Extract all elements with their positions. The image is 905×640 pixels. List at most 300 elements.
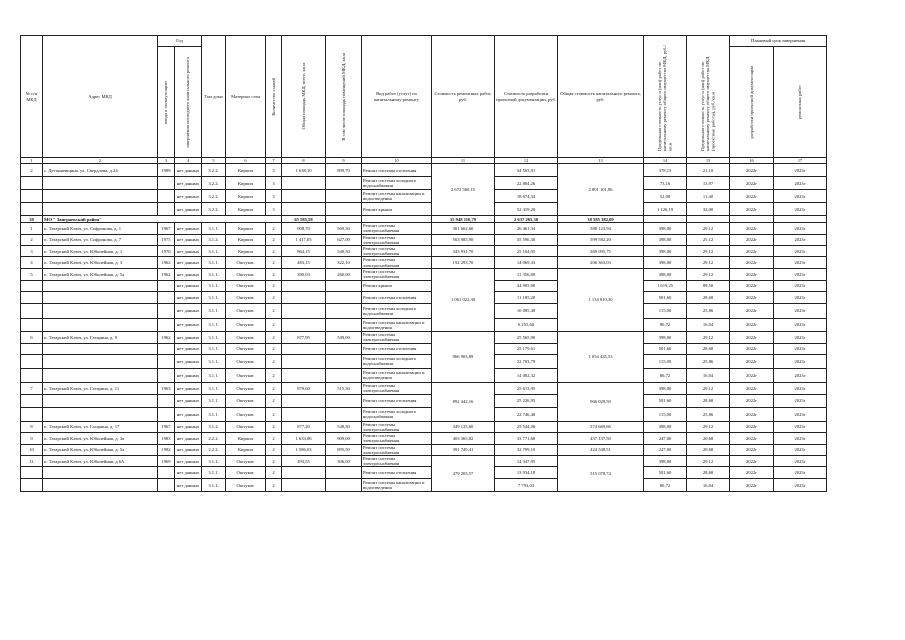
row-limit2: 16,04 <box>687 479 730 492</box>
row-total-area: 879,60 <box>282 382 326 394</box>
row-year-commission <box>158 203 175 216</box>
row-total-area <box>282 190 326 203</box>
row-repair-cost: 391 749,41 <box>432 444 495 455</box>
row-design-cost: 25 179,61 <box>495 343 558 354</box>
row-plan-works: 2023г <box>774 433 827 444</box>
colnum: 15 <box>687 158 730 164</box>
row-plan-works: 2023г <box>774 444 827 455</box>
colnum: 14 <box>644 158 687 164</box>
row-living-area <box>326 318 362 331</box>
row-repair-cost-merged: 2 672 560,15 <box>432 164 495 216</box>
row-plan-design: 2022г <box>730 177 774 190</box>
row-plan-works: 2023г <box>774 203 827 216</box>
row-limit1: 398,00 <box>644 268 687 280</box>
row-year-commission <box>158 479 175 492</box>
row-house-type: 3.1.1. <box>202 318 226 331</box>
row-repair-cost: 563 985,90 <box>432 234 495 245</box>
row-living-area: 306,00 <box>326 456 362 467</box>
table-row <box>21 368 827 382</box>
table-row <box>21 382 827 394</box>
row-work-type: Ремонт системы электроснабжения <box>362 268 432 280</box>
row-plan-works: 2023г <box>774 368 827 382</box>
row-house-type: 3.1.1. <box>202 467 226 479</box>
row-address <box>43 318 158 331</box>
row-plan-works: 2023г <box>774 479 827 492</box>
row-year-commission: 1962 <box>158 331 175 343</box>
row-total-area <box>282 291 326 303</box>
header-total-cost: Общая стоимость капитального ремонта, руб. <box>558 36 644 158</box>
row-number: 5 <box>21 268 43 280</box>
row-floors: 2 <box>266 331 282 343</box>
row-house-type: 3.2.2. <box>202 203 226 216</box>
row-plan-works: 2023г <box>774 456 827 467</box>
row-design-cost: 10 085,40 <box>495 303 558 318</box>
row-design-cost: 6 255,60 <box>495 318 558 331</box>
row-year-last-repair: нет данных <box>175 234 202 245</box>
row-number <box>21 354 43 368</box>
row-house-type: 3.1.1. <box>202 382 226 394</box>
row-limit2: 29,12 <box>687 382 730 394</box>
row-wall-material: Кирпич <box>226 190 266 203</box>
row-floors: 2 <box>266 407 282 421</box>
row-address: п. Татарский Ключ, ул. Гагарина, д. 11 <box>43 382 158 394</box>
row-year-last-repair: нет данных <box>175 407 202 421</box>
row-total-area <box>282 303 326 318</box>
row-total-area <box>282 467 326 479</box>
row-limit2: 29,12 <box>687 246 730 257</box>
row-total-area: 877,95 <box>282 331 326 343</box>
row-address <box>43 190 158 203</box>
row-plan-works: 2023г <box>774 291 827 303</box>
row-wall-material: Оштукат. <box>226 382 266 394</box>
row-design-cost: 52 419,20 <box>495 203 558 216</box>
row-number <box>21 467 43 479</box>
row-year-commission <box>158 407 175 421</box>
row-limit1: 398,00 <box>644 421 687 432</box>
row-living-area <box>326 280 362 291</box>
municipality-total-row <box>21 216 827 223</box>
row-number <box>21 203 43 216</box>
row-year-commission <box>158 177 175 190</box>
row-work-type: Ремонт системы отопления <box>362 164 432 177</box>
row-wall-material: Оштукат. <box>226 354 266 368</box>
row-total-cost: 437 137,50 <box>558 433 644 444</box>
row-year-last-repair: нет данных <box>175 164 202 177</box>
row-plan-design: 2022г <box>730 433 774 444</box>
mo-total-area: 65 585,58 <box>282 216 326 223</box>
row-plan-works: 2023г <box>774 354 827 368</box>
row-number <box>21 318 43 331</box>
row-work-type: Ремонт системы канализации и водоотведения <box>362 190 432 203</box>
table-row <box>21 394 827 407</box>
row-plan-design: 2022г <box>730 268 774 280</box>
mo-empty <box>644 216 687 223</box>
row-total-area: 1 586,03 <box>282 444 326 455</box>
row-plan-design: 2022г <box>730 246 774 257</box>
row-living-area <box>326 467 362 479</box>
row-address: п. Татарский Ключ, ул. Гагарина, д. 17 <box>43 421 158 432</box>
row-total-cost: 424 548,51 <box>558 444 644 455</box>
row-work-type: Ремонт системы отопления <box>362 467 432 479</box>
mo-total-cost: 38 585 382,09 <box>558 216 644 223</box>
row-limit2: 29,12 <box>687 257 730 268</box>
row-limit1: 501,60 <box>644 467 687 479</box>
row-house-type: 2.2.2. <box>202 444 226 455</box>
row-floors: 2 <box>266 456 282 467</box>
row-work-type: Ремонт системы канализации и водоотведения <box>362 479 432 492</box>
row-address: п. Татарский Ключ, ул. Юбилейная, д.6А <box>43 456 158 467</box>
table-row <box>21 246 827 257</box>
row-year-last-repair: нет данных <box>175 177 202 190</box>
colnum: 11 <box>432 158 495 164</box>
row-year-last-repair: нет данных <box>175 444 202 455</box>
row-year-last-repair: нет данных <box>175 343 202 354</box>
row-limit2: 21,10 <box>687 164 730 177</box>
row-plan-works: 2023г <box>774 407 827 421</box>
row-design-cost: 11 185,20 <box>495 291 558 303</box>
colnum: 4 <box>175 158 202 164</box>
row-total-area: 1 638,10 <box>282 164 326 177</box>
row-year-commission: 1975 <box>158 234 175 245</box>
row-floors: 2 <box>266 368 282 382</box>
row-number: 3 <box>21 246 43 257</box>
row-limit1: 378,15 <box>644 164 687 177</box>
row-living-area <box>326 291 362 303</box>
row-living-area <box>326 177 362 190</box>
row-number <box>21 368 43 382</box>
colnum: 9 <box>326 158 362 164</box>
table-row <box>21 444 827 455</box>
header-work-type: Вид работ (услуг) по капитальному ремонту <box>362 36 432 158</box>
row-repair-cost: 192 293,70 <box>432 257 495 268</box>
header-floors: Количество этажей <box>266 36 282 158</box>
row-year-last-repair: нет данных <box>175 280 202 291</box>
row-floors: 2 <box>266 291 282 303</box>
row-year-commission <box>158 318 175 331</box>
row-wall-material: Оштукат. <box>226 291 266 303</box>
mo-empty <box>326 216 362 223</box>
row-house-type: 3.1.1. <box>202 331 226 343</box>
mo-empty <box>362 216 432 223</box>
colnum: 6 <box>226 158 266 164</box>
row-floors: 2 <box>266 421 282 432</box>
row-house-type: 3.1.1. <box>202 246 226 257</box>
row-design-cost: 14 069,33 <box>495 257 558 268</box>
mo-design-cost: 2 637 265,30 <box>495 216 558 223</box>
row-work-type: Ремонт системы холодного водоснабжения <box>362 303 432 318</box>
row-living-area: 548,30 <box>326 421 362 432</box>
row-wall-material: Кирпич <box>226 433 266 444</box>
header-no: № п/п МКД <box>21 36 43 158</box>
row-work-type: Ремонт системы холодного водоснабжения <box>362 407 432 421</box>
row-limit2: 16,04 <box>687 318 730 331</box>
row-living-area <box>326 354 362 368</box>
row-design-cost: 35 596,30 <box>495 234 558 245</box>
row-living-area: 260,00 <box>326 268 362 280</box>
row-wall-material: Кирпич <box>226 444 266 455</box>
header-plan-works: ремонтных работ <box>774 47 827 158</box>
row-plan-design: 2022г <box>730 368 774 382</box>
row-year-last-repair: нет данных <box>175 203 202 216</box>
row-plan-design: 2022г <box>730 303 774 318</box>
row-number <box>21 303 43 318</box>
colnum: 8 <box>282 158 326 164</box>
row-house-type: 3.1.2. <box>202 421 226 432</box>
row-limit1: 86,72 <box>644 368 687 382</box>
row-design-cost: 18 674,34 <box>495 190 558 203</box>
table-row <box>21 421 827 432</box>
row-house-type: 3.1.1. <box>202 479 226 492</box>
row-living-area: 549,00 <box>326 331 362 343</box>
row-limit2: 32,00 <box>687 203 730 216</box>
row-design-cost: 25 544,06 <box>495 421 558 432</box>
table-row <box>21 354 827 368</box>
row-total-area: 1 633,06 <box>282 433 326 444</box>
row-plan-design: 2022г <box>730 190 774 203</box>
row-year-last-repair: нет данных <box>175 223 202 234</box>
row-plan-design: 2022г <box>730 291 774 303</box>
row-year-last-repair: нет данных <box>175 456 202 467</box>
mo-empty <box>730 216 774 223</box>
row-limit2: 89,50 <box>687 280 730 291</box>
row-plan-design: 2022г <box>730 331 774 343</box>
row-address <box>43 280 158 291</box>
row-limit1: 115,00 <box>644 354 687 368</box>
row-design-cost: 26 461,34 <box>495 223 558 234</box>
row-living-area: 540,30 <box>326 246 362 257</box>
header-year-group: Год <box>158 36 202 47</box>
table-row <box>21 479 827 492</box>
row-limit1: 398,00 <box>644 223 687 234</box>
colnum: 13 <box>558 158 644 164</box>
row-year-last-repair: нет данных <box>175 257 202 268</box>
row-wall-material: Оштукат. <box>226 331 266 343</box>
row-address <box>43 394 158 407</box>
row-limit1: 73,16 <box>644 177 687 190</box>
row-plan-design: 2022г <box>730 467 774 479</box>
row-floors: 2 <box>266 433 282 444</box>
row-year-last-repair: нет данных <box>175 246 202 257</box>
row-floors: 2 <box>266 280 282 291</box>
row-year-last-repair: нет данных <box>175 303 202 318</box>
table-row <box>21 280 827 291</box>
row-house-type: 3.1.1. <box>202 456 226 467</box>
row-address <box>43 303 158 318</box>
row-design-cost: 25 164,05 <box>495 246 558 257</box>
table-row <box>21 257 827 268</box>
row-floors: 2 <box>266 354 282 368</box>
colnum: 10 <box>362 158 432 164</box>
row-year-commission <box>158 394 175 407</box>
row-plan-design: 2022г <box>730 421 774 432</box>
row-address: п. Татарский Ключ, ул. Софронова, д. 7 <box>43 234 158 245</box>
row-number <box>21 280 43 291</box>
colnum: 7 <box>266 158 282 164</box>
row-year-last-repair: нет данных <box>175 190 202 203</box>
table-row <box>21 164 827 177</box>
row-floors: 2 <box>266 234 282 245</box>
row-design-cost: 33 771,68 <box>495 433 558 444</box>
row-plan-works: 2023г <box>774 303 827 318</box>
row-year-commission: 1962 <box>158 257 175 268</box>
row-repair-cost: 403 365,82 <box>432 433 495 444</box>
row-design-cost: 14 347,95 <box>495 456 558 467</box>
row-total-cost-merged: 1 134 810,30 <box>558 268 644 331</box>
row-living-area <box>326 407 362 421</box>
row-limit1: 86,72 <box>644 479 687 492</box>
row-year-commission: 1967 <box>158 421 175 432</box>
row-work-type: Ремонт системы электроснабжения <box>362 433 432 444</box>
row-wall-material: Оштукат. <box>226 407 266 421</box>
row-limit2: 25,86 <box>687 407 730 421</box>
row-living-area: 569,30 <box>326 223 362 234</box>
row-work-type: Ремонт системы холодного водоснабжения <box>362 177 432 190</box>
repair-program-table <box>20 35 827 492</box>
row-plan-works: 2023г <box>774 382 827 394</box>
header-house-type: Тип дома <box>202 36 226 158</box>
row-total-area <box>282 354 326 368</box>
row-wall-material: Оштукат. <box>226 368 266 382</box>
row-address: п. Татарский Ключ, ул. Софронова, д. 1 <box>43 223 158 234</box>
row-house-type: 3.1.1. <box>202 407 226 421</box>
row-plan-design: 2022г <box>730 456 774 467</box>
row-limit1: 398,00 <box>644 257 687 268</box>
row-design-cost: 25 613,95 <box>495 382 558 394</box>
colnum: 17 <box>774 158 827 164</box>
row-design-cost: 14 082,32 <box>495 368 558 382</box>
row-number: 7 <box>21 382 43 394</box>
colnum: 12 <box>495 158 558 164</box>
row-plan-design: 2022г <box>730 394 774 407</box>
colnum: 1 <box>21 158 43 164</box>
row-floors: 2 <box>266 268 282 280</box>
row-work-type: Ремонт системы электроснабжения <box>362 234 432 245</box>
header-wall-material: Материал стен <box>226 36 266 158</box>
row-year-commission: 1969 <box>158 456 175 467</box>
row-year-commission <box>158 303 175 318</box>
row-plan-design: 2022г <box>730 203 774 216</box>
row-year-commission: 1967 <box>158 223 175 234</box>
row-wall-material: Кирпич <box>226 223 266 234</box>
row-living-area: 515,30 <box>326 382 362 394</box>
row-number: 4 <box>21 257 43 268</box>
row-wall-material: Оштукат. <box>226 257 266 268</box>
row-limit1: 1 126,19 <box>644 203 687 216</box>
row-plan-works: 2023г <box>774 268 827 280</box>
header-row-1 <box>21 36 827 47</box>
table-row <box>21 467 827 479</box>
row-floors: 2 <box>266 223 282 234</box>
row-year-last-repair: нет данных <box>175 382 202 394</box>
row-work-type: Ремонт системы электроснабжения <box>362 331 432 343</box>
row-limit2: 28,68 <box>687 394 730 407</box>
header-limit1: Предельная стоимость услуг и (или) работ по капитальному ремонту общего имущества МКД, руб./кв.м <box>644 36 687 158</box>
row-total-area <box>282 280 326 291</box>
row-design-cost: 25 565,90 <box>495 331 558 343</box>
table-row <box>21 223 827 234</box>
row-floors: 2 <box>266 479 282 492</box>
row-total-cost-merged: 1 054 435,53 <box>558 331 644 382</box>
row-limit1: 501,60 <box>644 343 687 354</box>
row-design-cost: 25 226,95 <box>495 394 558 407</box>
table-row <box>21 291 827 303</box>
row-floors: 2 <box>266 257 282 268</box>
row-living-area <box>326 343 362 354</box>
row-number <box>21 190 43 203</box>
row-wall-material: Кирпич <box>226 164 266 177</box>
row-repair-cost-merged: 892 442,16 <box>432 382 495 421</box>
header-plan-design: разработки проектной документации <box>730 47 774 158</box>
row-year-last-repair: нет данных <box>175 433 202 444</box>
row-floors: 2 <box>266 318 282 331</box>
row-address: с. Дегтяшевщина, ул. Свердлова, д.24 <box>43 164 158 177</box>
row-work-type: Ремонт системы отопления <box>362 394 432 407</box>
row-design-cost: 11 356,80 <box>495 268 558 280</box>
row-plan-design: 2022г <box>730 479 774 492</box>
header-total-area: Общая площадь МКД, всего, кв.м <box>282 36 326 158</box>
row-address <box>43 407 158 421</box>
table-row <box>21 177 827 190</box>
row-total-cost: 206 363,03 <box>558 257 644 268</box>
row-living-area <box>326 368 362 382</box>
header-address: Адрес МКД <box>43 36 158 158</box>
row-number: 6 <box>21 331 43 343</box>
row-limit2: 28,68 <box>687 291 730 303</box>
row-limit2: 29,12 <box>687 456 730 467</box>
row-address: п. Татарский Ключ, ул. Юбилейная, д. 5а <box>43 268 158 280</box>
row-number <box>21 479 43 492</box>
row-limit2: 28,68 <box>687 467 730 479</box>
row-wall-material: Оштукат. <box>226 394 266 407</box>
row-limit2: 29,12 <box>687 268 730 280</box>
row-living-area <box>326 394 362 407</box>
mo-number: 38 <box>21 216 43 223</box>
row-limit1: 1 619,25 <box>644 280 687 291</box>
row-work-type: Ремонт системы электроснабжения <box>362 246 432 257</box>
row-wall-material: Оштукат. <box>226 280 266 291</box>
colnum: 5 <box>202 158 226 164</box>
row-work-type: Ремонт системы отопления <box>362 343 432 354</box>
row-house-type: 2.2.2. <box>202 433 226 444</box>
row-year-last-repair: нет данных <box>175 394 202 407</box>
colnum: 3 <box>158 158 175 164</box>
header-design-cost: Стоимость разработки проектной документации, руб. <box>495 36 558 158</box>
row-address: п. Татарский Ключ, ул. Юбилейная, д. 3 <box>43 257 158 268</box>
row-limit2: 25,12 <box>687 234 730 245</box>
row-living-area <box>326 190 362 203</box>
header-plan-term: Плановый срок завершения <box>730 36 827 47</box>
table-row <box>21 234 827 245</box>
row-living-area <box>326 203 362 216</box>
table-row <box>21 456 827 467</box>
row-house-type: 3.1.1. <box>202 343 226 354</box>
row-limit2: 20,68 <box>687 433 730 444</box>
row-address: п. Татарский Ключ, ул. Юбилейная, д. 1 <box>43 246 158 257</box>
row-limit1: 398,00 <box>644 331 687 343</box>
row-work-type: Ремонт системы электроснабжения <box>362 382 432 394</box>
row-total-area: 864,15 <box>282 246 326 257</box>
row-total-cost: 369 095,75 <box>558 246 644 257</box>
row-work-type: Ремонт крыши <box>362 203 432 216</box>
row-wall-material: Оштукат. <box>226 456 266 467</box>
row-limit2: 29,12 <box>687 223 730 234</box>
row-number <box>21 394 43 407</box>
header-year-commission: ввода в эксплуатацию <box>158 47 175 158</box>
table-row <box>21 303 827 318</box>
row-year-last-repair: нет данных <box>175 421 202 432</box>
row-design-cost: 22 884,26 <box>495 177 558 190</box>
header-repair-cost: Стоимость ремонтных работ, руб. <box>432 36 495 158</box>
